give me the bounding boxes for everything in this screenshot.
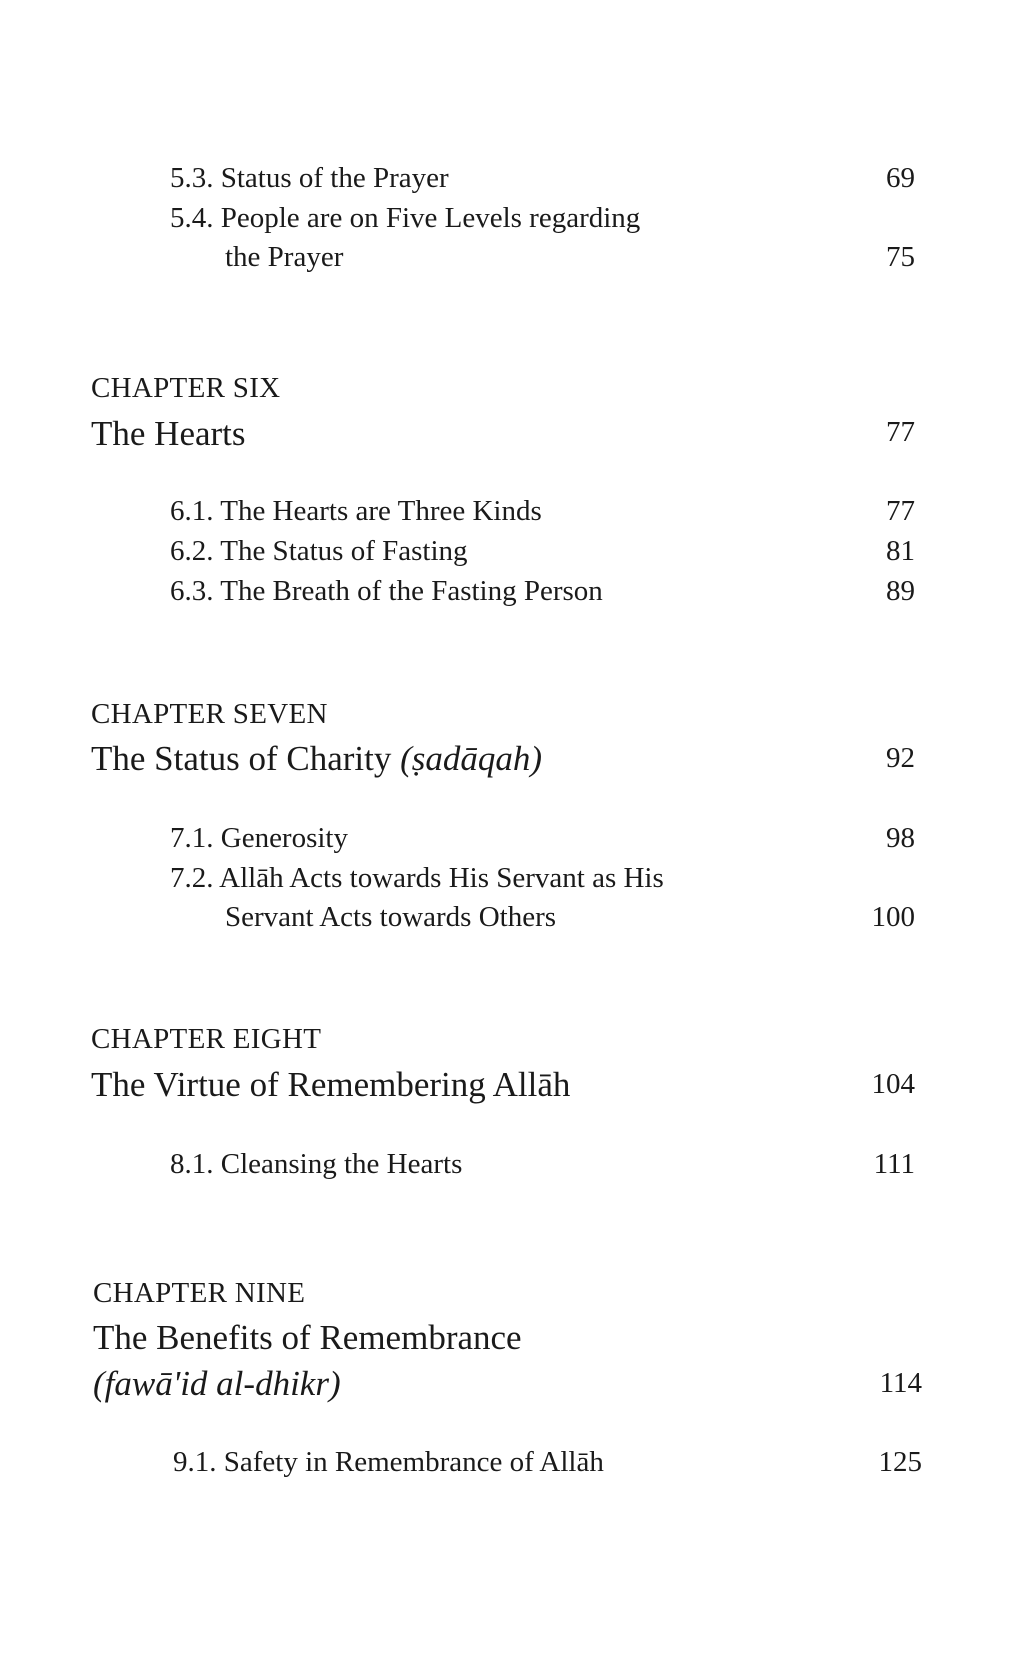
- chapter-eight-label: CHAPTER EIGHT: [91, 1023, 322, 1055]
- page-number-ch7: 92: [886, 742, 915, 774]
- page-number-6-1: 77: [886, 495, 915, 527]
- chapter-nine-title-line1[interactable]: The Benefits of Remembrance: [93, 1318, 522, 1357]
- chapter-seven-title-italic: (ṣadāqah): [400, 739, 543, 778]
- toc-entry-7-1[interactable]: 7.1. Generosity: [170, 822, 348, 854]
- chapter-seven-label: CHAPTER SEVEN: [91, 698, 328, 730]
- page-number-5-3: 69: [886, 162, 915, 194]
- page-number-9-1: 125: [878, 1446, 922, 1478]
- chapter-seven-title-main: The Status of Charity: [91, 739, 401, 778]
- page-number-ch9: 114: [879, 1367, 922, 1399]
- chapter-eight-title[interactable]: The Virtue of Remembering Allāh: [91, 1065, 571, 1104]
- toc-entry-9-1[interactable]: 9.1. Safety in Remembrance of Allāh: [173, 1446, 604, 1478]
- toc-entry-7-2-line1[interactable]: 7.2. Allāh Acts towards His Servant as His: [170, 862, 664, 894]
- toc-entry-8-1[interactable]: 8.1. Cleansing the Hearts: [170, 1148, 463, 1180]
- page-number-6-2: 81: [886, 535, 915, 567]
- page-number-ch6: 77: [886, 416, 915, 448]
- toc-entry-6-2[interactable]: 6.2. The Status of Fasting: [170, 535, 468, 567]
- chapter-six-label: CHAPTER SIX: [91, 372, 281, 404]
- toc-entry-6-3[interactable]: 6.3. The Breath of the Fasting Person: [170, 575, 603, 607]
- chapter-seven-title[interactable]: [91, 741, 542, 776]
- toc-entry-7-2-line2[interactable]: Servant Acts towards Others: [225, 901, 557, 933]
- page-number-8-1: 111: [873, 1148, 915, 1180]
- chapter-six-title[interactable]: The Hearts: [91, 414, 246, 453]
- chapter-nine-label: CHAPTER NINE: [93, 1277, 306, 1309]
- page-number-5-4: 75: [886, 241, 915, 273]
- toc-entry-5-3[interactable]: 5.3. Status of the Prayer: [170, 162, 449, 194]
- page-number-7-2: 100: [871, 901, 915, 933]
- page-number-7-1: 98: [886, 822, 915, 854]
- toc-entry-5-4-line1[interactable]: 5.4. People are on Five Levels regarding: [170, 202, 641, 234]
- page-number-ch8: 104: [871, 1068, 915, 1100]
- page-number-6-3: 89: [886, 575, 915, 607]
- toc-entry-5-4-line2[interactable]: the Prayer: [225, 241, 344, 273]
- chapter-nine-title-line2[interactable]: (fawā'id al-dhikr): [93, 1364, 341, 1403]
- toc-entry-6-1[interactable]: 6.1. The Hearts are Three Kinds: [170, 495, 542, 527]
